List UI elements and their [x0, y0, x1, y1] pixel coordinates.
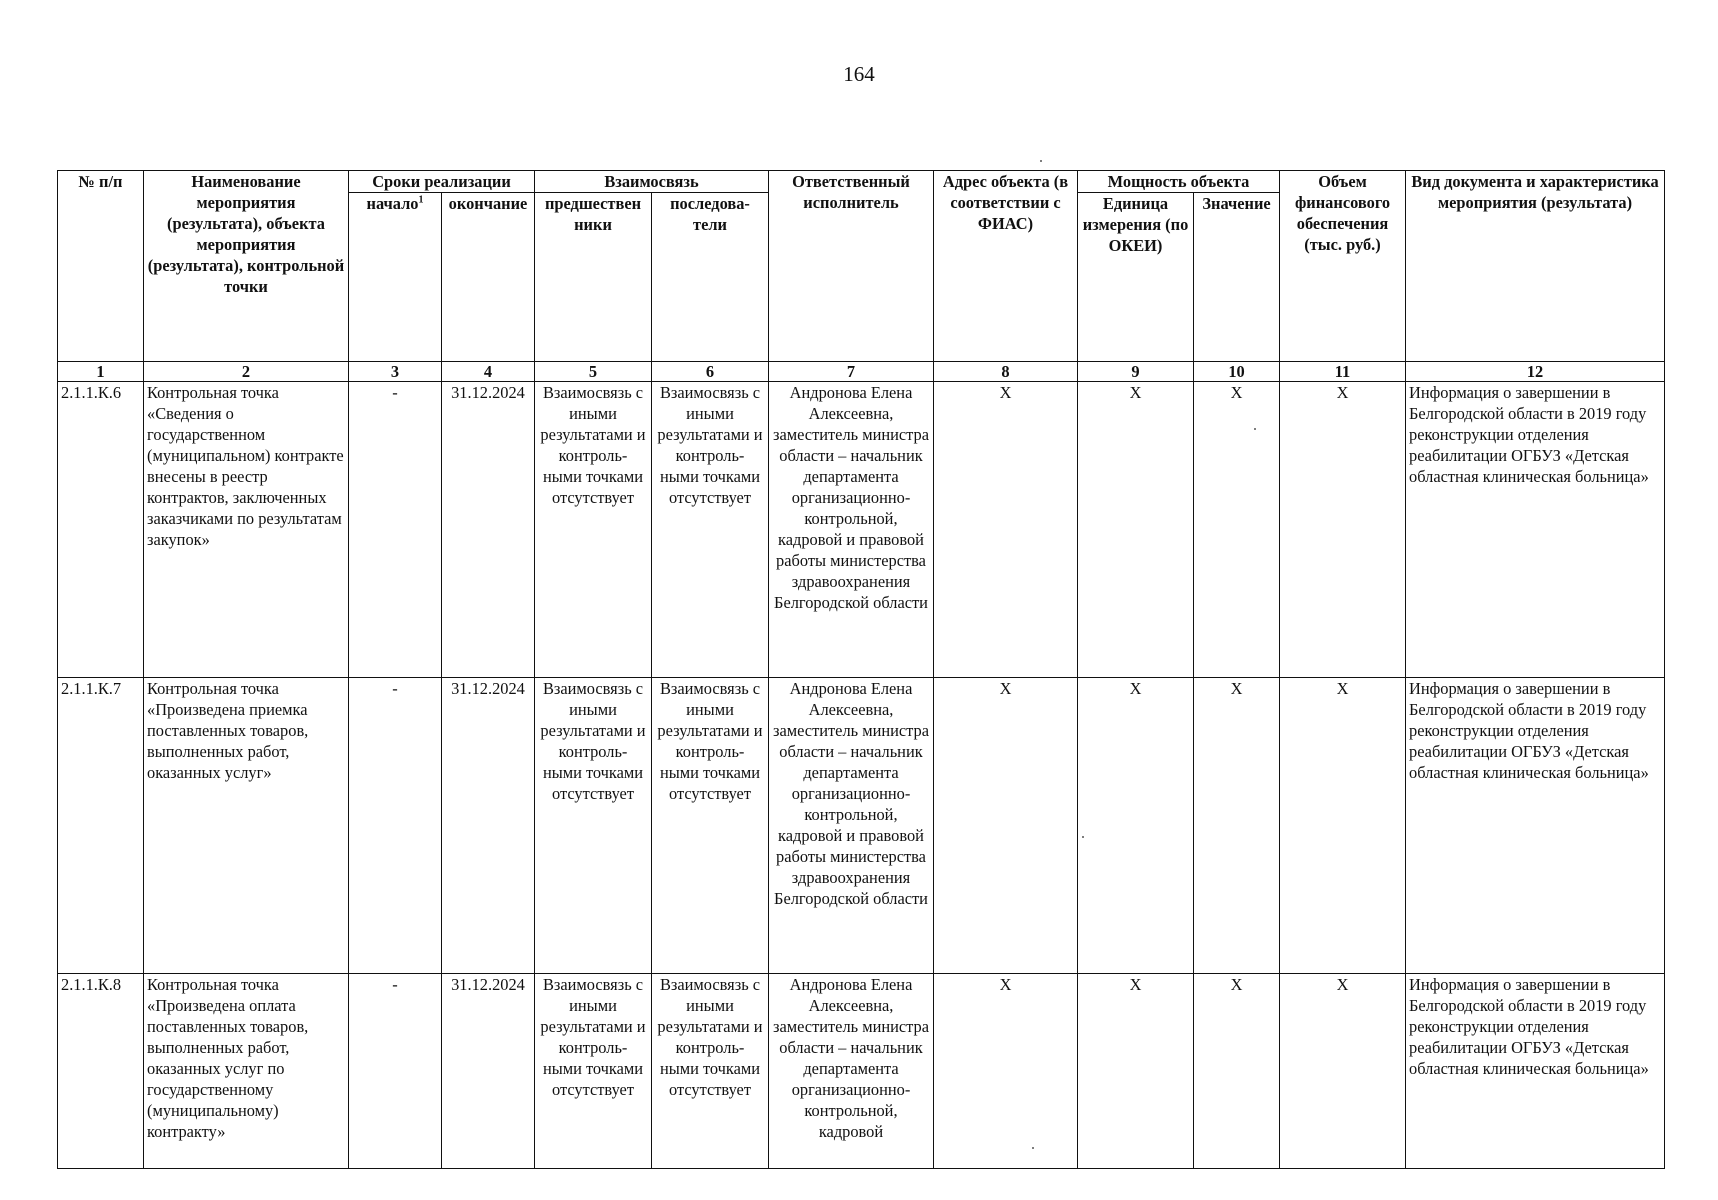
header-address: Адрес объекта (в соответствии с ФИАС)	[934, 171, 1078, 362]
column-number: 1	[58, 362, 144, 382]
row-address: Х	[934, 974, 1078, 1169]
header-unit: Единица измерения (по ОКЕИ)	[1078, 193, 1194, 362]
column-number: 12	[1406, 362, 1665, 382]
column-number: 9	[1078, 362, 1194, 382]
header-number: № п/п	[58, 171, 144, 362]
row-value: Х	[1194, 382, 1280, 678]
row-predecessors: Взаимосвязь с иными результатами и контроль- ными точками отсутствует	[535, 678, 652, 974]
row-successors: Взаимосвязь с иными результатами и контроль- ными точками отсутствует	[652, 974, 769, 1169]
row-id: 2.1.1.К.6	[58, 382, 144, 678]
scan-speck	[1040, 160, 1042, 162]
column-number: 3	[349, 362, 442, 382]
header-deadlines: Сроки реализации	[349, 171, 535, 193]
row-name: Контрольная точка «Произведена оплата поставленных товаров, выполненных работ, оказанных услуг по государственному (муниципальному) контракту»	[144, 974, 349, 1169]
page-number: 164	[843, 62, 875, 86]
table-row	[58, 974, 1665, 1169]
row-name: Контрольная точка «Сведения о государственном (муниципальном) контракте внесены в реестр контрактов, заключенных заказчиками по результатам закупок»	[144, 382, 349, 678]
header-capacity: Мощность объекта	[1078, 171, 1280, 193]
column-number: 7	[769, 362, 934, 382]
row-successors: Взаимосвязь с иными результатами и контроль- ными точками отсутствует	[652, 382, 769, 678]
column-number: 6	[652, 362, 769, 382]
header-end: окончание	[442, 193, 535, 362]
row-id: 2.1.1.К.7	[58, 678, 144, 974]
row-end: 31.12.2024	[442, 382, 535, 678]
row-unit: Х	[1078, 974, 1194, 1169]
header-value: Значение	[1194, 193, 1280, 362]
column-number: 8	[934, 362, 1078, 382]
row-name: Контрольная точка «Произведена приемка поставленных товаров, выполненных работ, оказанных услуг»	[144, 678, 349, 974]
row-start: -	[349, 678, 442, 974]
row-financing: Х	[1280, 974, 1406, 1169]
column-number: 5	[535, 362, 652, 382]
column-number-row	[58, 362, 1665, 382]
row-id: 2.1.1.К.8	[58, 974, 144, 1169]
header-successors: последова- тели	[652, 193, 769, 362]
row-financing: Х	[1280, 678, 1406, 974]
row-predecessors: Взаимосвязь с иными результатами и контроль- ными точками отсутствует	[535, 382, 652, 678]
activities-table	[57, 170, 1665, 1169]
column-number: 10	[1194, 362, 1280, 382]
header-responsible: Ответственный исполнитель	[769, 171, 934, 362]
table-row	[58, 678, 1665, 974]
header-relation: Взаимосвязь	[535, 171, 769, 193]
column-number: 2	[144, 362, 349, 382]
row-end: 31.12.2024	[442, 974, 535, 1169]
header-doc-type: Вид документа и характеристика мероприятия (результата)	[1406, 171, 1665, 362]
header-financing: Объем финансового обеспечения (тыс. руб.)	[1280, 171, 1406, 362]
table-row	[58, 382, 1665, 678]
header-name: Наименование мероприятия (результата), объекта мероприятия (результата), контрольной точки	[144, 171, 349, 362]
column-number: 11	[1280, 362, 1406, 382]
row-start: -	[349, 974, 442, 1169]
row-end: 31.12.2024	[442, 678, 535, 974]
header-row	[58, 171, 1665, 193]
row-financing: Х	[1280, 382, 1406, 678]
row-doc-type: Информация о завершении в Белгородской области в 2019 году реконструкции отделения реабилитации ОГБУЗ «Детская областная клиническая больница»	[1406, 678, 1665, 974]
row-address: Х	[934, 382, 1078, 678]
row-start: -	[349, 382, 442, 678]
row-successors: Взаимосвязь с иными результатами и контроль- ными точками отсутствует	[652, 678, 769, 974]
row-address: Х	[934, 678, 1078, 974]
header-start: начало$^1$	[349, 193, 442, 362]
row-unit: Х	[1078, 678, 1194, 974]
header-predecessors: предшествен ники	[535, 193, 652, 362]
row-predecessors: Взаимосвязь с иными результатами и контроль- ными точками отсутствует	[535, 974, 652, 1169]
footnote-marker: 1	[418, 194, 424, 206]
row-responsible: Андронова Елена Алексеевна, заместитель министра области – начальник департамента организационно- контрольной, кадровой и правовой работы министерства здравоохранения Белгородской области	[769, 382, 934, 678]
row-responsible: Андронова Елена Алексеевна, заместитель министра области – начальник департамента организационно- контрольной, кадровой	[769, 974, 934, 1169]
row-doc-type: Информация о завершении в Белгородской области в 2019 году реконструкции отделения реабилитации ОГБУЗ «Детская областная клиническая больница»	[1406, 382, 1665, 678]
row-doc-type: Информация о завершении в Белгородской области в 2019 году реконструкции отделения реабилитации ОГБУЗ «Детская областная клиническая больница»	[1406, 974, 1665, 1169]
column-number: 4	[442, 362, 535, 382]
row-unit: Х	[1078, 382, 1194, 678]
row-value: Х	[1194, 974, 1280, 1169]
row-responsible: Андронова Елена Алексеевна, заместитель министра области – начальник департамента организационно- контрольной, кадровой и правовой работы министерства здравоохранения Белгородской области	[769, 678, 934, 974]
row-value: Х	[1194, 678, 1280, 974]
